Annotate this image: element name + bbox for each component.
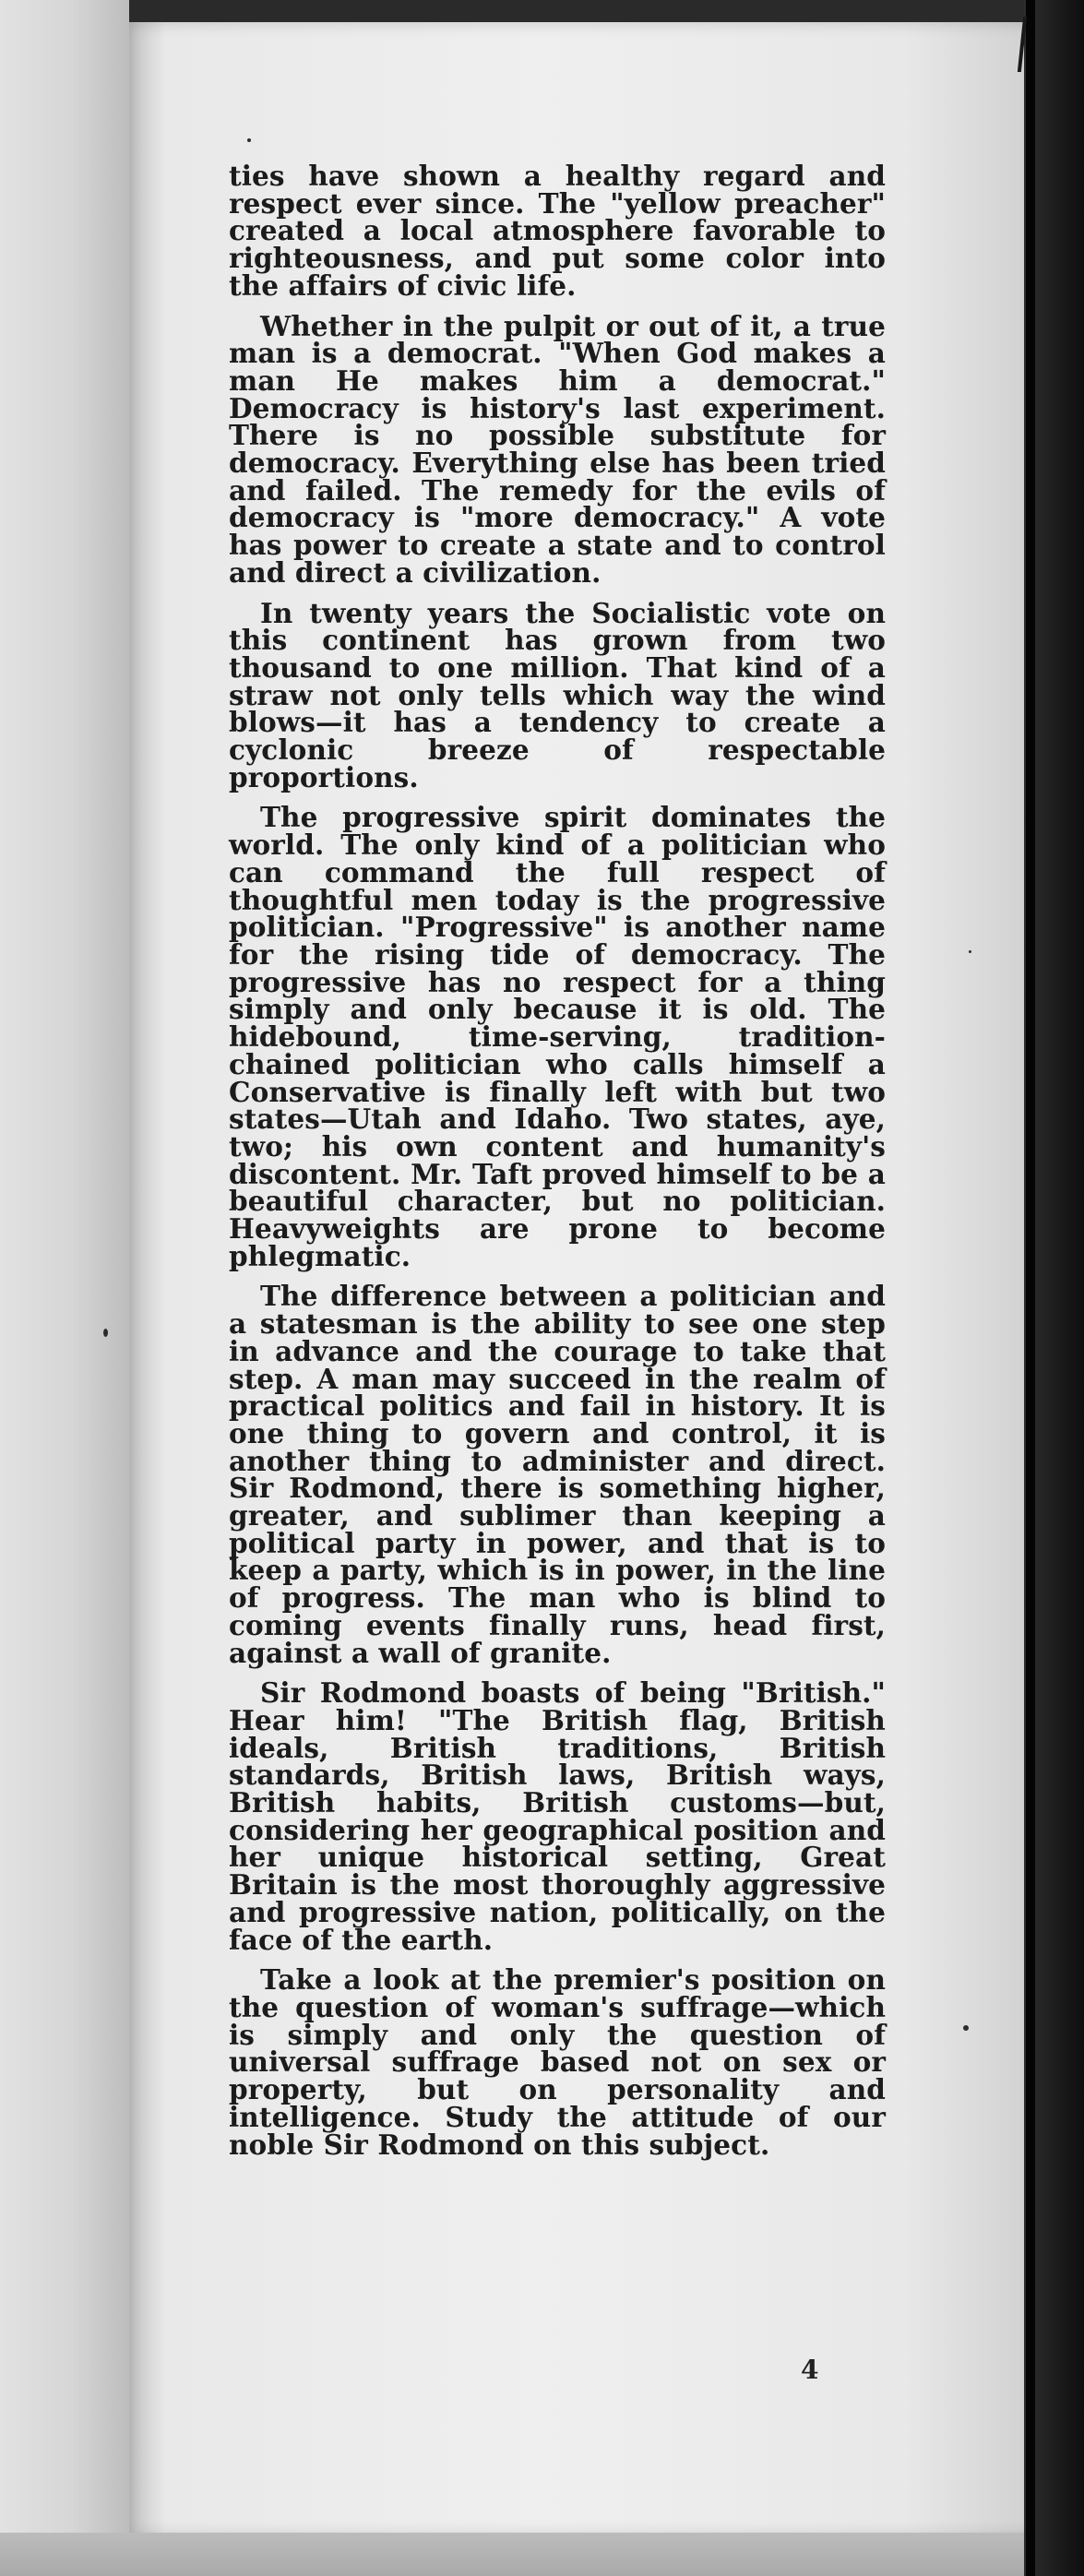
article-paragraph: The progressive spirit dominates the world. The only kind of a politician who can command the full respect of thoughtful men today is the progressive politician. "Progressive" is another name for the rising tide of democracy. The progressive has no respect for a thing simply and only because it is old. The hidebound, time-serving, tradition-chained politician who calls himself a Conservative is finally left with but two states—Utah and Idaho. Two states, aye, two; his own content and humanity's discontent. Mr. Taft proved himself to be a beautiful character, but no politician. Heavyweights are prone to become phlegmatic.: [229, 801, 886, 1272]
article-paragraph: ties have shown a healthy regard and respect ever since. The "yellow preacher" created a local atmosphere favorable to righteousness, and put some color into the affairs of civic life.: [229, 160, 886, 302]
article-paragraph: In twenty years the Socialistic vote on this continent has grown from two thousand to one million. That kind of a straw not only tells which way the wind blows—it has a tendency to create a cyclonic breeze of respectable proportions.: [229, 596, 886, 793]
page-edge-shadow: [1026, 0, 1035, 2576]
article-paragraph: The difference between a politician and a statesman is the ability to see one step in advance and the courage to take that step. A man may succeed in the realm of practical politics and fail in history. It is one thing to govern and control, it is another thing to administer and direct. Sir Rodmond, there is something higher, greater, and sublimer than keeping a political party in power, and that is to keep a party, which is in power, in the line of progress. The man who is blind to coming events finally runs, head first, against a wall of granite.: [229, 1280, 886, 1669]
article-paragraph: Sir Rodmond boasts of being "British." Hear him! "The British flag, British ideals, British traditions, British standards, British laws, British ways, British habits, British customs—but, considering her geographical position and her unique historical setting, Great Britain is the most thoroughly aggressive and progressive nation, politically, on the face of the earth.: [229, 1676, 886, 1956]
dust-speck: [969, 950, 971, 953]
page-number: 4: [801, 2355, 819, 2385]
dust-speck: [963, 2025, 969, 2031]
film-margin-bottom: [0, 2533, 1024, 2576]
dust-speck: [247, 138, 251, 142]
dust-speck: [103, 1329, 108, 1337]
article-paragraph: Take a look at the premier's position on the question of woman's suffrage—which is simply and only the question of universal suffrage based not on sex or property, but on personality and intelligence. Study the attitude of our noble Sir Rodmond on this subject.: [229, 1963, 886, 2161]
film-margin-left: [0, 0, 129, 2576]
article-column: [229, 162, 886, 2171]
article-paragraph: Whether in the pulpit or out of it, a true man is a democrat. "When God makes a man He makes him a democrat." Democracy is history's last experiment. There is no possible substitute for democracy. Everything else has been tried and failed. The remedy for the evils of democracy is "more democracy." A vote has power to create a state and to control and direct a civilization.: [229, 309, 886, 589]
